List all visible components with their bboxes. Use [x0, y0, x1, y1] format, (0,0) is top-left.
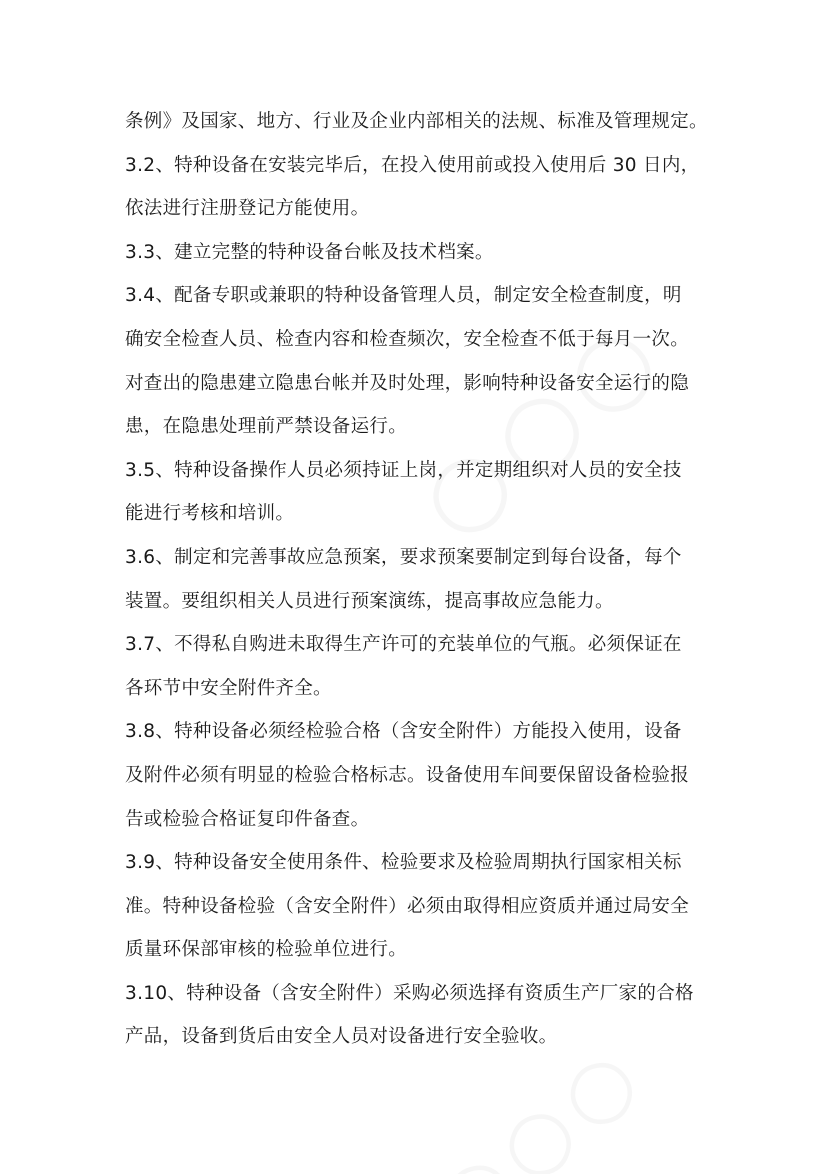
text-line: 3.9、特种设备安全使用条件、检验要求及检验周期执行国家相关标: [125, 852, 682, 874]
text-line: 质量环保部审核的检验单位进行。: [125, 939, 408, 961]
paragraph: [125, 972, 709, 1059]
paragraph: [125, 231, 709, 275]
text-line: 3.4、配备专职或兼职的特种设备管理人员，制定安全检查制度，明: [125, 285, 682, 307]
text-line: 3.5、特种设备操作人员必须持证上岗，并定期组织对人员的安全技: [125, 459, 682, 481]
text-line: 对查出的隐患建立隐患台帐并及时处理，影响特种设备安全运行的隐: [125, 372, 690, 394]
document-body: [125, 100, 709, 1059]
text-line: 各环节中安全附件齐全。: [125, 677, 332, 699]
paragraph: [125, 144, 709, 231]
text-line: 3.3、建立完整的特种设备台帐及技术档案。: [125, 241, 494, 263]
text-line: 确安全检查人员、检查内容和检查频次，安全检查不低于每月一次。: [125, 328, 690, 350]
paragraph: [125, 710, 709, 841]
paragraph: [125, 536, 709, 623]
text-line: 能进行考核和培训。: [125, 503, 295, 525]
text-line: 产品，设备到货后由安全人员对设备进行安全验收。: [125, 1026, 558, 1048]
text-line: 条例》及国家、地方、行业及企业内部相关的法规、标准及管理规定。: [125, 111, 708, 132]
paragraph: [125, 274, 709, 448]
text-line: 及附件必须有明显的检验合格标志。设备使用车间要保留设备检验报: [125, 764, 690, 786]
paragraph: [125, 100, 709, 144]
text-line: 3.8、特种设备必须经检验合格（含安全附件）方能投入使用，设备: [125, 721, 682, 743]
text-line: 3.7、不得私自购进未取得生产许可的充装单位的气瓶。必须保证在: [125, 634, 682, 656]
text-line: 3.6、制定和完善事故应急预案，要求预案要制定到每台设备，每个: [125, 546, 682, 568]
paragraph: [125, 623, 709, 710]
text-line: 3.2、特种设备在安装完毕后，在投入使用前或投入使用后 30 日内，: [125, 154, 700, 176]
text-line: 告或检验合格证复印件备查。: [125, 808, 370, 830]
text-line: 患，在隐患处理前严禁设备运行。: [125, 416, 408, 438]
paragraph: [125, 841, 709, 972]
text-line: 依法进行注册登记方能使用。: [125, 198, 370, 220]
text-line: 准。特种设备检验（含安全附件）必须由取得相应资质并通过局安全: [125, 895, 690, 917]
text-line: 装置。要组织相关人员进行预案演练，提高事故应急能力。: [125, 590, 614, 612]
text-line: 3.10、特种设备（含安全附件）采购必须选择有资质生产厂家的合格: [125, 982, 694, 1004]
paragraph: [125, 449, 709, 536]
